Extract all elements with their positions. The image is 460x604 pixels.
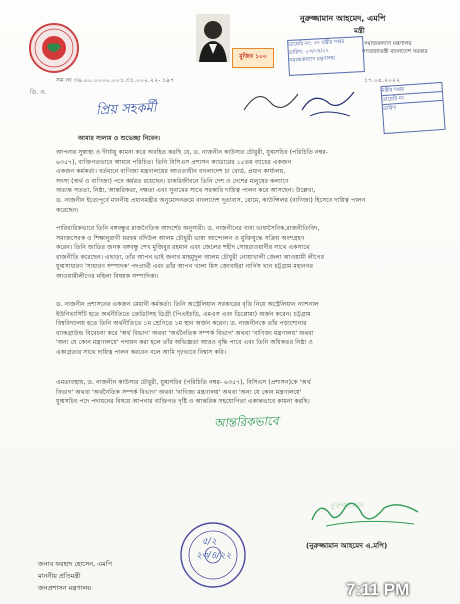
mujib-100-logo bbox=[232, 48, 274, 68]
status-time: 7:11 PM bbox=[346, 580, 410, 599]
header-designation: মন্ত্রী bbox=[354, 27, 365, 35]
recipient-designation: মাননীয় প্রতিমন্ত্রী bbox=[38, 572, 81, 580]
handwritten-annotation bbox=[240, 80, 360, 120]
closing-handwritten: আন্তরিকভাবে bbox=[213, 413, 279, 431]
paragraph-line: এমতাবস্থায়, ড. নাজনীন কাউসার চৌধুরী, যুগ্মসচিব (পরিচিতি নম্বর- ৬৩৫৭), বিসিএস (প্রশাসন)কে 'অর্থ bbox=[56, 379, 311, 386]
receipt-stamp-line3: সমাজকল্যাণ মন্ত্রণালয় bbox=[289, 55, 336, 64]
paragraph-line: সমাজসেবক ও শিক্ষানুরাগী মরহুম বদিউল আলম চৌধুরী ভাষা আন্দোলন ও মুক্তিযুদ্ধে সক্রিয় অংশগ্রহণ bbox=[56, 234, 305, 242]
mujib-100-logo-text: মুজিব ১০০ bbox=[239, 53, 267, 60]
office-stamp-line3: তারিখ bbox=[383, 100, 443, 113]
portrait-photo bbox=[196, 14, 230, 62]
paragraph-line: অত্যন্ত সততা, নিষ্ঠা, আন্তরিকতা, দক্ষতা এবং সুনামের সাথে সরকারি দায়িত্ব পালন করে আসছেন। উল্লেখ্য, bbox=[56, 187, 316, 195]
office-stamp-line1: মন্ত্রীর দপ্তর bbox=[381, 86, 405, 95]
recipient-name: জনাব ফরহাদ হোসেন, এমপি bbox=[38, 560, 113, 568]
paragraph-line: করেন। তিনি জাতির জনক বঙ্গবন্ধু শেখ মুজিবুর রহমান এবং জেলের শহীদ সোহরাওয়ার্দীর সাথে একসাথে bbox=[56, 244, 310, 252]
paragraph-line: আওয়ামীলীগের মহিলা বিষয়ক সম্পাদিকা। bbox=[56, 272, 159, 280]
paragraph-line: করেছেন। bbox=[56, 206, 79, 214]
recipient-office: জনপ্রশাসন মন্ত্রণালয় bbox=[38, 584, 92, 592]
signatory-name: (নুরুজ্জামান আহমেদ এ.মপি) bbox=[306, 542, 388, 550]
signature-scribble-icon bbox=[306, 494, 426, 534]
header-ministry-line2: গণপ্রজাতন্ত্রী বাংলাদেশ সরকার bbox=[362, 49, 428, 55]
seal-date: ২৩/৪/২২ bbox=[196, 551, 232, 561]
office-stamp bbox=[380, 82, 445, 134]
paragraph-line: ব্যাকগ্রাউন্ড বিবেচনা করে 'অর্থ বিভাগ' অথবা 'অর্থনৈতিক সম্পর্ক বিভাগ' অথবা 'বাণিজ্য মন্ত্রণালয়' অথবা bbox=[56, 329, 314, 337]
paragraph-line: সদস্য (অর্থ ও বাণিজ্য) পদে কর্মরত রয়েছেন। চাকরিজীবনে তিনি দেশ ও দেশের মানুষের কল্যাণে bbox=[56, 177, 289, 185]
paragraph-3 bbox=[56, 300, 448, 358]
paragraph-line: যুগ্মসচিব পদে পদায়নের বিষয়ে আপনার ব্যক্তিগত দৃষ্টি ও আন্তরিক সহযোগিতা একান্তভাবে কামনা করছি। bbox=[56, 398, 310, 406]
header-name: নুরুজ্জামান আহমেদ, এমপি bbox=[300, 14, 386, 23]
paragraph-1 bbox=[56, 148, 448, 215]
header-ministry-line1: সমাজকল্যাণ মন্ত্রণালয় bbox=[364, 41, 412, 47]
salutation-handwritten: প্রিয় সহকর্মী bbox=[95, 100, 157, 119]
paragraph-line: রাজনীতি করেছেন। এছাড়া, তাঁর আপন ভাই জনাব মাহমুদুল আলম চৌধুরী নোয়াখালী জেলা আওয়ামী লীগের bbox=[56, 253, 325, 261]
paragraph-line: একজন কর্মকর্তা। বর্তমানে বাণিজ্য মন্ত্রণালয়ের আওতাধীন বাংলাদেশ চা বোর্ড, প্রধান কার্যালয়, bbox=[56, 168, 286, 176]
do-label: ডি. ও. bbox=[30, 89, 47, 96]
paragraph-line: ৬৩৫৭), ব্যক্তিগতভাবে আমার পরিচিত। তিনি বিসিএস প্রশাসন ক্যাডারের ১৫তম ব্যাচের একজন bbox=[56, 158, 292, 166]
paragraph-line: ড. নাজনীন ইতোপূর্বে মাননীয় প্রধানমন্ত্রীর অনুমোদনক্রমে বাংলাদেশ দূতাবাস, রোমে, কাউন্সিলর (বাণিজ্য) হিসেবে দায়িত্ব পালন bbox=[56, 196, 366, 204]
office-stamp-line2: ডায়েরি নং bbox=[382, 91, 442, 104]
greeting: আমার সালাম ও শুভেচ্ছা নিবেন। bbox=[78, 135, 161, 142]
memo-number: সম নং ৩৯.০০.০০০০.০০১.৩১.০০২.২২- ১৯৭ bbox=[56, 77, 175, 84]
receipt-stamp-line1: ডায়েরি নং: ৩৭ মন্ত্রীর দপ্তর bbox=[288, 39, 345, 48]
paragraph-line: বিশ্ববিদ্যালয় হতে তিনি অর্থনীতিতে ১ম শ্রেণিতে ১ম স্থান অর্জন করেন। ড. নাজনীনকে তাঁর পড়াশোনার bbox=[56, 320, 307, 328]
paragraph-line: ইউনিভার্সিটি হতে অর্থনীতিতে ক্রেডিটসহ ডিগ্রী (পিএইচডি, এমএস এবং ডিপ্লোমা) অর্জন করেন। চট্টগ্রাম bbox=[56, 310, 311, 318]
memo-date: ১৭.০৪.২০২২ bbox=[364, 77, 401, 84]
paragraph-2 bbox=[56, 224, 448, 282]
paragraph-4 bbox=[56, 378, 448, 407]
signature-text: নুরুজ্জামান bbox=[330, 501, 364, 510]
receipt-stamp-line2: তারিখ: ২৩/০৪/২২ bbox=[288, 47, 330, 56]
seal-number: ৫/২ bbox=[202, 537, 217, 547]
paragraph-line: ড. নাজনীন প্রশাসনের একজন মেধাবী কর্মকর্তা। তিনি অস্ট্রেলিয়ান সরকারের বৃত্তি নিয়ে অস্ট্রেলিয়ান ন্যাশনাল bbox=[56, 301, 319, 308]
paragraph-line: বিভাগ' অথবা 'অর্থনৈতিক সম্পর্ক বিভাগ' অথবা 'বাণিজ্য মন্ত্রণালয়' অথবা 'অন্য যে কোন মন্ত্রণালয়ে' bbox=[56, 388, 302, 396]
paragraph-line: 'অন্য যে কোন মন্ত্রণালয়ে' পদায়ন করা হলে তাঁর অভিজ্ঞতা আরও বৃদ্ধি পাবে এবং তিনি অধিকতর নিষ্ঠা ও bbox=[56, 339, 313, 347]
receipt-stamp bbox=[287, 36, 365, 76]
government-emblem-icon bbox=[28, 22, 80, 74]
paragraph-line: যুগ্মসাধারণ 'সাধারণ সম্পাদক' পদপ্রার্থী এবং তাঁর আপন খালা মিস জোবাইরা নার্গিস খান চট্টগ্রাম মহানগর bbox=[56, 263, 314, 271]
paragraph-line: একাগ্রতার সাথে দায়িত্ব পালন করবেন বলে আমি দৃঢ়ভাবে বিশ্বাস করি। bbox=[56, 348, 227, 356]
paragraph-line: পারিবারিকভাবে তিনি বঙ্গবন্ধুর রাজনৈতিক আদর্শের অনুসারী। ড. নাজনীনের বাবা ভাষাসৈনিক,রাজনীতিবিদ, bbox=[56, 225, 320, 232]
paragraph-line: আপনার সুস্বাস্থ্য ও দীর্ঘায়ু কামনা করে অবহিত করছি যে, ড. নাজনীন কাউসার চৌধুরী, যুগ্মসচিব (পরিচিতি নম্বর- bbox=[56, 149, 328, 156]
